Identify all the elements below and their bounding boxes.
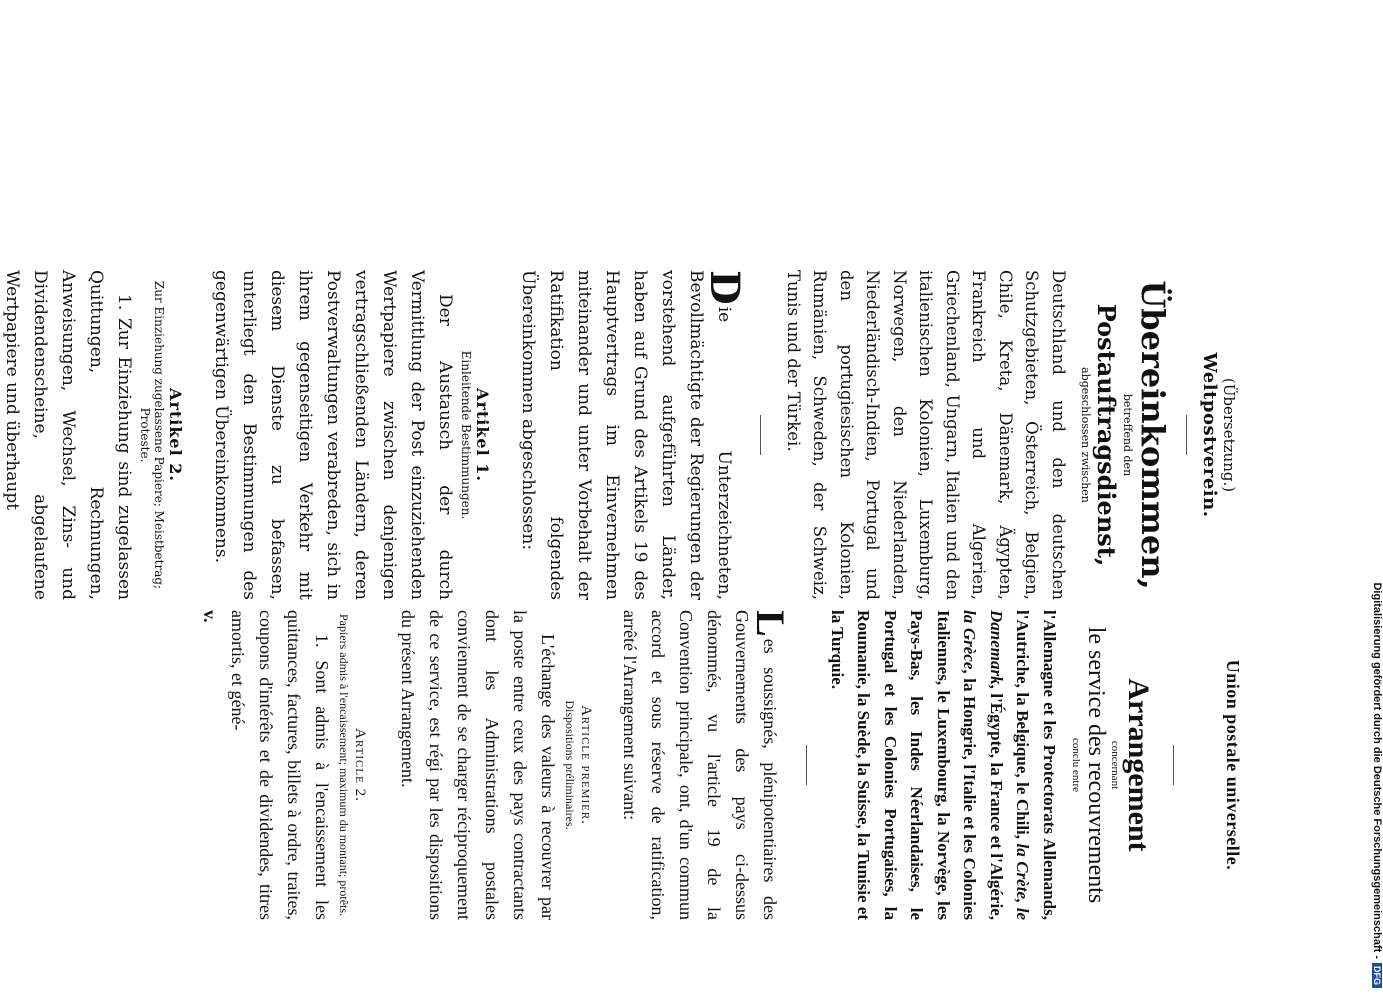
de-art1-text: Der Austausch der durch Vermittlung der Post einzuziehenden Wertpapiere zwischen denjenigen vertragschließenden Ländern, deren Postverwaltungen verabreden, sich in ihrem gegenseitigen Verkehr mit diesem Dienste zu befassen, unterliegt den Bestimmungen des gegenwärtigen Übereinkommens. — [211, 270, 456, 600]
fr-title: Arrangement — [1122, 678, 1155, 852]
spacer — [1187, 270, 1199, 600]
fr-subject: le service des recouvrements — [1083, 626, 1109, 904]
de-preamble — [515, 270, 749, 600]
spacer — [762, 270, 780, 600]
credit-text: Digitalisierung gefördert durch die Deutsche Forschungsgemeinschaft -DFG — [1365, 8, 1383, 988]
digitization-credit — [1365, 8, 1383, 988]
de-art2-title: Artikel 2. — [166, 388, 186, 482]
de-art2-sub: Zur Einziehung zugelassene Papiere; Meistbetrag; Proteste. — [138, 280, 167, 590]
fr-art2-title: Article 2. — [352, 728, 369, 802]
fr-preamble: L es soussignés, plénipotentiaires des Gouvernements des pays ci-dessus dénommés, vu l'article 19 de la Convention principale, ont, d'un commun accord et sous réserve de ratification, arrêté l'Arrangement suivant: — [620, 610, 794, 920]
fr-parties: l'Allemagne et les Protectorats Allemands, l'Autriche, la Belgique, le Chili, la Crète, le Danemark, l'Égypte, la France et l'Algérie, la Grèce, la Hongrie, l'Italie et les Colonies Italiennes, le Luxembourg, la Norvège, les Pays-Bas, les Indes Néerlandaises, le Portugal et les Colonies Portugaises, la Roumanie, la Suède, la Suisse, la Tunisie et la Turquie. — [828, 610, 1059, 920]
german-text-column — [0, 270, 1243, 600]
spacer — [1172, 270, 1186, 600]
de-dropcap: D — [701, 270, 749, 305]
fr-concernant: concernant — [1109, 740, 1121, 790]
fr-org-heading: Union postale universelle. — [1223, 659, 1243, 871]
de-art1-sub: Einleitende Bestimmungen. — [459, 350, 474, 520]
fr-art2-text: 1. Sont admis à l'encaissement les quittances, factures, billets à ordre, traites, coupons d'intérêts et de dividendes, titres amortis, et géné- — [228, 610, 333, 920]
fr-art1-text: L'échange des valeurs à recouvrer par la poste entre ceux des pays contractants dont les Administrations postales conviennent de se charger réciproquement de ce service, est régi par les dispositions du présent Arrangement. — [398, 610, 559, 920]
spacer — [186, 270, 208, 600]
fr-art2-sub: Papiers admis à l'encaissement; maximum du montant; protêts. — [337, 613, 352, 917]
fr-page-mark: v. — [200, 610, 221, 623]
spacer — [739, 270, 761, 600]
de-betreffend: betreffend den — [1121, 393, 1134, 477]
de-rule-1 — [1186, 415, 1187, 455]
de-rule-2 — [761, 415, 762, 455]
de-subject: Postauftragsdienst, — [1092, 303, 1121, 567]
de-parties: Deutschland und den deutschen Schutzgebieten, Österreich, Belgien, Chile, Kreta, Dänemark, Ägypten, Frankreich und Algerien, Griechenland, Ungarn, Italien und den italienischen Kolonien, Luxemburg, Norwegen, den Niederlanden, Niederländisch-Indien, Portugal und den portugiesischen Kolonien, Rumänien, Schweden, der Schweiz, Tunis und der Türkei. — [784, 270, 1068, 600]
de-title: Übereinkommen, — [1134, 280, 1172, 590]
spacer — [493, 270, 515, 600]
de-abgeschlossen: abgeschlossen zwischen — [1079, 367, 1092, 503]
dfg-logo: DFG — [1372, 963, 1382, 988]
fr-conclu: conclu entre — [1070, 737, 1082, 793]
de-art2-text: 1. Zur Einziehung sind zugelassen Quittungen, Rechnungen, Anweisungen, Wechsel, Zins- und Dividendenscheine, abgelaufene Wertpapiere und überhaupt — [2, 270, 135, 600]
de-org-heading: Weltpostverein. — [1199, 352, 1220, 518]
de-art1-title: Artikel 1. — [473, 388, 493, 482]
de-preamble-text: ie Unterzeichneten, Bevollmächtigte der Regierungen der vorstehend aufgeführten Länder, haben auf Grund des Artikels 19 des Hauptvertrags im Einvernehmen miteinander und unter Vorbehalt der Ratifikation folgendes Übereinkommen abgeschlossen: — [518, 270, 735, 600]
de-note: (Übersetzung.) — [1220, 377, 1238, 493]
fr-art1-sub: Dispositions préliminaires. — [563, 700, 578, 830]
fr-art1-title: Article premier. — [578, 705, 595, 825]
spacer — [1238, 270, 1243, 600]
